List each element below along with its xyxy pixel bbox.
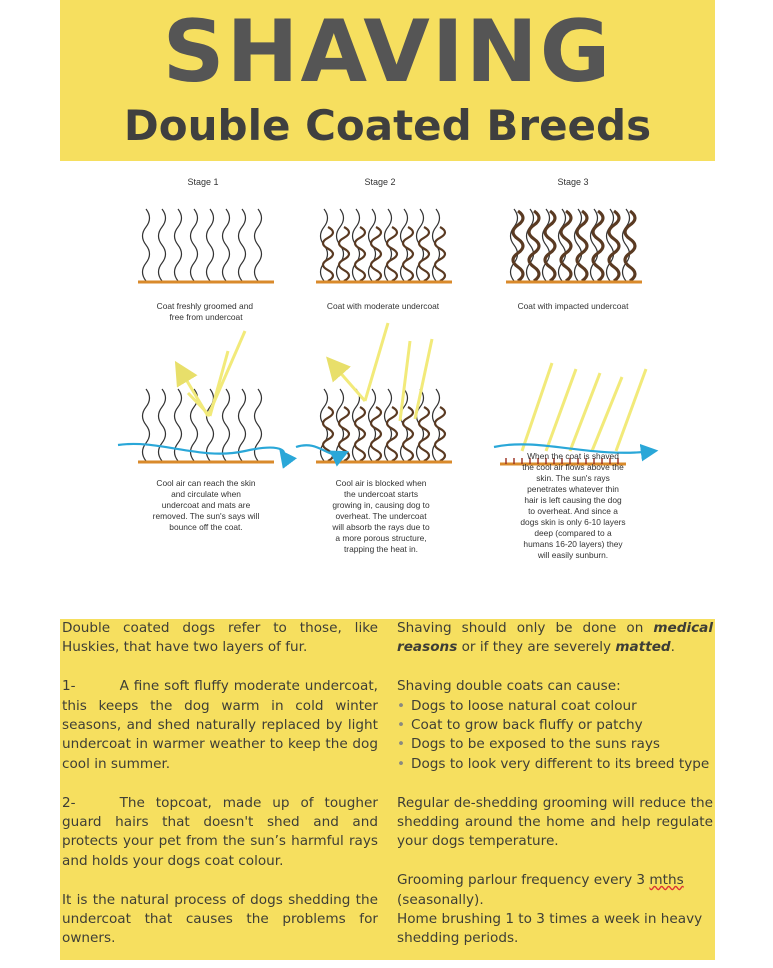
point-1-number: 1- — [62, 678, 76, 695]
caption-line: to overheat. And since a — [528, 506, 618, 516]
stage-1-explanation — [153, 478, 260, 532]
caption-line: Cool air can reach the skin — [156, 478, 256, 488]
caption-line: overheat. The undercoat — [335, 511, 427, 521]
list-item: • Dogs to loose natural coat colour — [397, 697, 713, 716]
left-column — [62, 619, 378, 968]
stage-label-1: Stage 1 — [187, 177, 219, 187]
caption-line: penetrates whatever thin — [527, 484, 619, 494]
medical-reasons-emphasis: medical reasons — [397, 620, 713, 656]
stage-label-3: Stage 3 — [557, 177, 589, 187]
stage-label-2: Stage 2 — [364, 177, 396, 187]
caption-line: will absorb the rays due to — [332, 522, 430, 532]
info-section — [60, 619, 715, 960]
stage-1-coat — [138, 209, 274, 282]
caption-line: trapping the heat in. — [343, 544, 419, 554]
stage-3-airflow — [494, 363, 654, 464]
parlour-frequency: Grooming parlour frequency every 3 mths (seasonally). — [397, 872, 684, 908]
right-column — [397, 619, 713, 949]
poster — [60, 0, 715, 960]
caption-line: and circulate when — [171, 489, 241, 499]
caption-line: a more porous structure, — [335, 533, 427, 543]
home-brushing: Home brushing 1 to 3 times a week in heavy shedding periods. — [397, 911, 703, 947]
caption-line: When the coat is shaved — [527, 451, 619, 461]
header-banner — [60, 0, 715, 161]
list-item: • Dogs to be exposed to the suns rays — [397, 735, 713, 754]
deshedding-paragraph: Regular de-shedding grooming will reduce the shedding around the home and help regulate your dogs temperature. — [397, 794, 713, 850]
caption-line: the undercoat starts — [343, 489, 419, 499]
stage-2-airflow — [296, 323, 452, 462]
stage-1-caption: Coat freshly groomed and free from undercoat — [156, 301, 254, 322]
stage-2-coat — [316, 209, 452, 282]
caption-line: hair is left causing the dog — [524, 495, 622, 505]
stage-2-explanation — [331, 478, 430, 554]
shaving-advice: Shaving should only be done on medical reasons or if they are severely matted. — [397, 620, 713, 656]
spellcheck-word: mths — [649, 872, 684, 889]
caption-line: bounce off the coat. — [169, 522, 243, 532]
caption-line: skin. The sun's rays — [536, 473, 610, 483]
caption-line: the cool air flows above the — [522, 462, 624, 472]
page-subtitle: Double Coated Breeds — [123, 101, 652, 150]
stage-3-explanation — [520, 451, 625, 560]
stage-3-caption: Coat with impacted undercoat — [517, 301, 629, 311]
closing-paragraph: It is the natural process of dogs shedding the undercoat that causes the problems for owners. — [62, 891, 378, 947]
undercoat-point — [62, 677, 378, 774]
point-2-text: The topcoat, made up of tougher guard hairs that doesn't shed and and protects your pet from the sun’s harmful rays and holds your dogs coat colour. — [62, 794, 378, 869]
matted-emphasis: matted — [615, 639, 671, 656]
caption-line: growing in, causing dog to — [332, 500, 430, 510]
stage-1-airflow — [118, 331, 284, 462]
stage-2-caption: Coat with moderate undercoat — [326, 301, 440, 311]
list-item: • Dogs to look very different to its breed type — [397, 755, 713, 774]
caption-line: removed. The sun's says will — [152, 511, 260, 521]
causes-list — [397, 697, 713, 775]
topcoat-point — [62, 794, 378, 872]
caption-line: deep (compared to a — [534, 528, 612, 538]
coat-stages-diagram — [60, 161, 715, 619]
intro-paragraph: Double coated dogs refer to those, like Huskies, that have two layers of fur. — [62, 620, 378, 656]
caption-line: Cool air is blocked when — [335, 478, 427, 488]
caption-line: humans 16-20 layers) they — [523, 539, 623, 549]
point-2-number: 2- — [62, 794, 76, 811]
list-item: • Coat to grow back fluffy or patchy — [397, 716, 713, 735]
page-title: SHAVING — [162, 2, 613, 102]
causes-heading: Shaving double coats can cause: — [397, 678, 621, 695]
caption-line: will easily sunburn. — [537, 550, 609, 560]
caption-line: undercoat and mats are — [161, 500, 251, 510]
stage-3-coat — [506, 209, 642, 282]
point-1-text: A fine soft fluffy moderate undercoat, this keeps the dog warm in cold winter seasons, and shed naturally replaced by light undercoat in warmer weather to keep the dog cool in summer. — [62, 678, 378, 772]
caption-line: dogs skin is only 6-10 layers — [520, 517, 626, 527]
